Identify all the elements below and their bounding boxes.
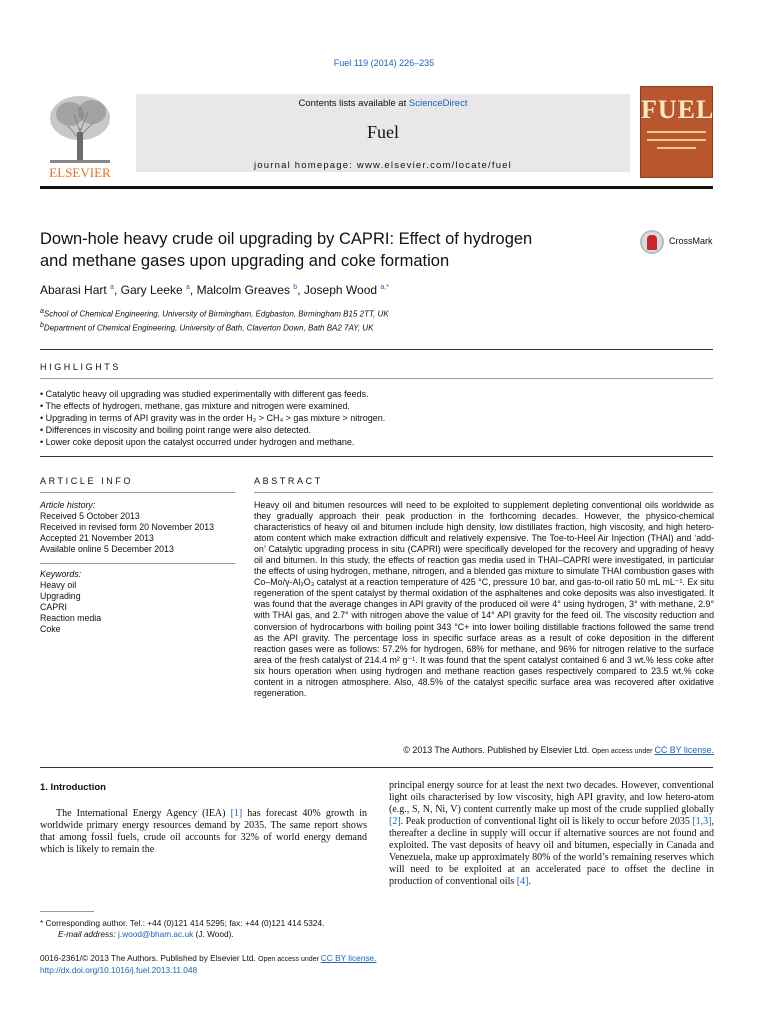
highlight-item: • Lower coke deposit upon the catalyst occurred under hydrogen and methane.	[40, 436, 700, 448]
intro-paragraph-col2: principal energy source for at least the next two decades. However, conventional light oils characterised by low viscosity, high API gravity, and low hetero-atom (e.g., S, N, Ni, V) content currently make up most of the crude supplied globally [2]. Peak production of conventional light oil is likely to occur before 2035 [1,3], thereafter a decline in supply will occur if alternative sources are not found and exploited. The vast deposits of heavy oil and bitumen, especially in Canada and Venezuela, make up approximately 80% of the world’s remaining reserves which will need to be exploited at an accelerated pace to offset the decline in production of conventional oils [4].	[389, 780, 714, 887]
affiliation: $^b$Department of Chemical Engineering, University of Bath, Claverton Down, Bath BA2 7AY, UK	[40, 321, 374, 333]
author-affiliation-link[interactable]: a	[110, 284, 114, 291]
footnote-rule	[40, 911, 94, 912]
highlight-item: • Catalytic heavy oil upgrading was studied experimentally with different gas feeds.	[40, 388, 700, 400]
reference-link[interactable]: [2]	[389, 816, 401, 827]
section-divider	[40, 563, 235, 564]
keyword: Upgrading	[40, 591, 81, 601]
reference-link[interactable]: [1]	[230, 808, 243, 819]
abstract-heading: ABSTRACT	[254, 476, 323, 486]
journal-cover-image[interactable]	[640, 86, 713, 178]
history-online: Available online 5 December 2013	[40, 544, 174, 554]
issn-line: 0016-2361/© 2013 The Authors. Published by Elsevier Ltd. Open access under CC BY license.	[40, 953, 377, 963]
history-accepted: Accepted 21 November 2013	[40, 533, 154, 543]
corresponding-author: * Corresponding author. Tel.: +44 (0)121 414 5295; fax: +44 (0)121 414 5324.	[40, 918, 325, 928]
license-link[interactable]: CC BY license.	[320, 953, 377, 963]
abstract-copyright	[254, 745, 714, 755]
cover-band	[657, 147, 696, 149]
history-revised: Received in revised form 20 November 2013	[40, 522, 215, 532]
license-link[interactable]: CC BY license.	[654, 745, 714, 755]
affiliation: $^a$School of Chemical Engineering, University of Birmingham, Edgbaston, Birmingham B15 2TT, UK	[40, 308, 389, 319]
article-info-heading: ARTICLE INFO	[40, 476, 134, 486]
keyword: Coke	[40, 624, 61, 634]
elsevier-wordmark: ELSEVIER	[49, 165, 111, 180]
article-title	[40, 228, 610, 272]
article-history	[40, 500, 240, 555]
keyword: Reaction media	[40, 613, 102, 623]
section-heading-introduction: 1. Introduction	[40, 782, 106, 793]
keywords-label: Keywords:	[40, 569, 82, 579]
contents-line	[136, 98, 630, 109]
highlight-item: • The effects of hydrogen, methane, gas mixture and nitrogen were examined.	[40, 400, 700, 412]
reference-link[interactable]: [4]	[516, 876, 529, 887]
author-affiliation-link[interactable]: a	[186, 284, 190, 291]
author-affiliation-link[interactable]: b	[293, 284, 298, 291]
section-divider	[40, 378, 713, 379]
highlights-heading: HIGHLIGHTS	[40, 362, 122, 372]
author-list: Abarasi Hart $^a$, Gary Leeke $^a$, Malcolm Greaves $^b$, Joseph Wood $^{a,*}$	[40, 283, 389, 297]
keyword: CAPRI	[40, 602, 67, 612]
journal-masthead	[40, 86, 713, 182]
reference-link[interactable]: [1,3]	[692, 816, 712, 827]
title-line-1: Down-hole heavy crude oil upgrading by CAPRI: Effect of hydrogen	[40, 230, 533, 248]
author: Malcolm Greaves $^b$	[196, 283, 298, 297]
section-divider	[40, 349, 713, 350]
history-label: Article history:	[40, 500, 96, 510]
highlight-item: • Upgrading in terms of API gravity was in the order H₂ > CH₄ > gas mixture > nitrogen.	[40, 412, 700, 424]
journal-citation	[0, 58, 768, 68]
page-footer	[40, 953, 440, 976]
author: Joseph Wood $^{a,*}$	[303, 283, 389, 297]
keyword: Heavy oil	[40, 580, 77, 590]
title-line-2: and methane gases upon upgrading and coke formation	[40, 252, 450, 270]
elsevier-tree-logo	[40, 88, 120, 180]
author-affiliation-link[interactable]: a,*	[380, 284, 389, 291]
affiliations	[40, 306, 389, 333]
highlights-list	[40, 388, 700, 448]
contents-prefix: Contents lists available at	[298, 98, 409, 109]
author: Gary Leeke $^a$	[120, 283, 190, 297]
journal-name: Fuel	[366, 122, 399, 142]
journal-banner	[136, 94, 630, 172]
masthead-rule	[40, 186, 713, 189]
copyright-text: © 2013 The Authors. Published by Elsevier Ltd.	[403, 745, 590, 755]
crossmark-button[interactable]	[640, 230, 718, 256]
highlight-item: • Differences in viscosity and boiling point range were also detected.	[40, 424, 700, 436]
keywords	[40, 569, 240, 635]
section-divider	[40, 456, 713, 457]
sciencedirect-link[interactable]: ScienceDirect	[408, 98, 468, 109]
intro-paragraph-col1: The International Energy Agency (IEA) [1] has forecast 40% growth in worldwide primary energy resources demand by 2035. The same report shows that among fossil fuels, crude oil accounts for 32% of world energy demand which is likely to remain the	[40, 808, 367, 855]
section-divider	[254, 492, 713, 493]
history-received: Received 5 October 2013	[40, 511, 140, 521]
cover-title: FUEL	[641, 95, 715, 124]
author: Abarasi Hart $^a$	[40, 283, 114, 297]
section-divider	[40, 767, 713, 768]
cover-band	[647, 131, 706, 133]
email-line: E-mail address: j.wood@bham.ac.uk (J. Wood).	[58, 929, 234, 939]
crossmark-icon	[640, 230, 664, 254]
footnote	[40, 918, 370, 940]
journal-homepage[interactable]: journal homepage: www.elsevier.com/locate/fuel	[254, 160, 512, 171]
citation-link[interactable]: Fuel 119 (2014) 226–235	[333, 58, 435, 68]
email-link[interactable]: j.wood@bham.ac.uk	[117, 929, 194, 939]
cover-band	[647, 139, 706, 141]
section-divider	[40, 492, 235, 493]
crossmark-label: CrossMark	[669, 236, 713, 246]
abstract-body: Heavy oil and bitumen resources will need to be exploited to supplement depleting conventional oils worldwide as they gradually approach their peak production in the forthcoming decades. However, the physico-chemical characteristics of heavy oil and bitumen include high density, low distillates fraction, high viscosity, and high hetero-atom content which make extraction difficult and relatively expensive. The Toe-to-Heel Air Injection (THAI) and ‘add-on’ Catalytic upgrading process in situ (CAPRI) were specifically developed for the recovery and upgrading of heavy oil and bitumen. In this study, the effects of reaction gas media used in THAI–CAPRI were investigated, in particular the effects of using hydrogen, methane, nitrogen, and a blended gas mixture to simulate THAI combustion gases with Co–Mo/γ-Al₂O₃ catalyst at a reaction temperature of 425 °C, pressure 10 bar, and gas-to-oil ratio 50 mL mL⁻¹. Ex situ regeneration of the spent catalyst by thermal oxidation of the asphaltenes and coke deposits was also investigated. It was found that the average changes in API gravity of the produced oil were 4° using hydrogen, 3° with methane, 2.9° with THAI gas, and 2.7° with nitrogen above the value of 14° API gravity for the feed oil. The viscosity reduction and conversion of hydrocarbons with boiling point 343 °C+ into lower boiling distillable fractions followed the same trend as the API gravity. The percentage loss in specific surface areas as a result of coke deposition in the different reaction gases were as follows: 57.2% for hydrogen, 68% for methane, and 96% for nitrogen relative to the surface area of the fresh catalyst of 214.4 m² g⁻¹. It was found that the spent catalyst contained 6 and 3 wt.% less coke after six hours operation when using hydrogen and methane reaction gases respectively compared to 23.5 wt.% coke content in a nitrogen atmosphere. Also, 48.5% of the catalyst specific surface area was recovered after oxidative regeneration.	[254, 500, 714, 698]
open-access-label: Open access under	[591, 748, 655, 755]
doi-link[interactable]: http://dx.doi.org/10.1016/j.fuel.2013.11.048	[40, 965, 198, 975]
